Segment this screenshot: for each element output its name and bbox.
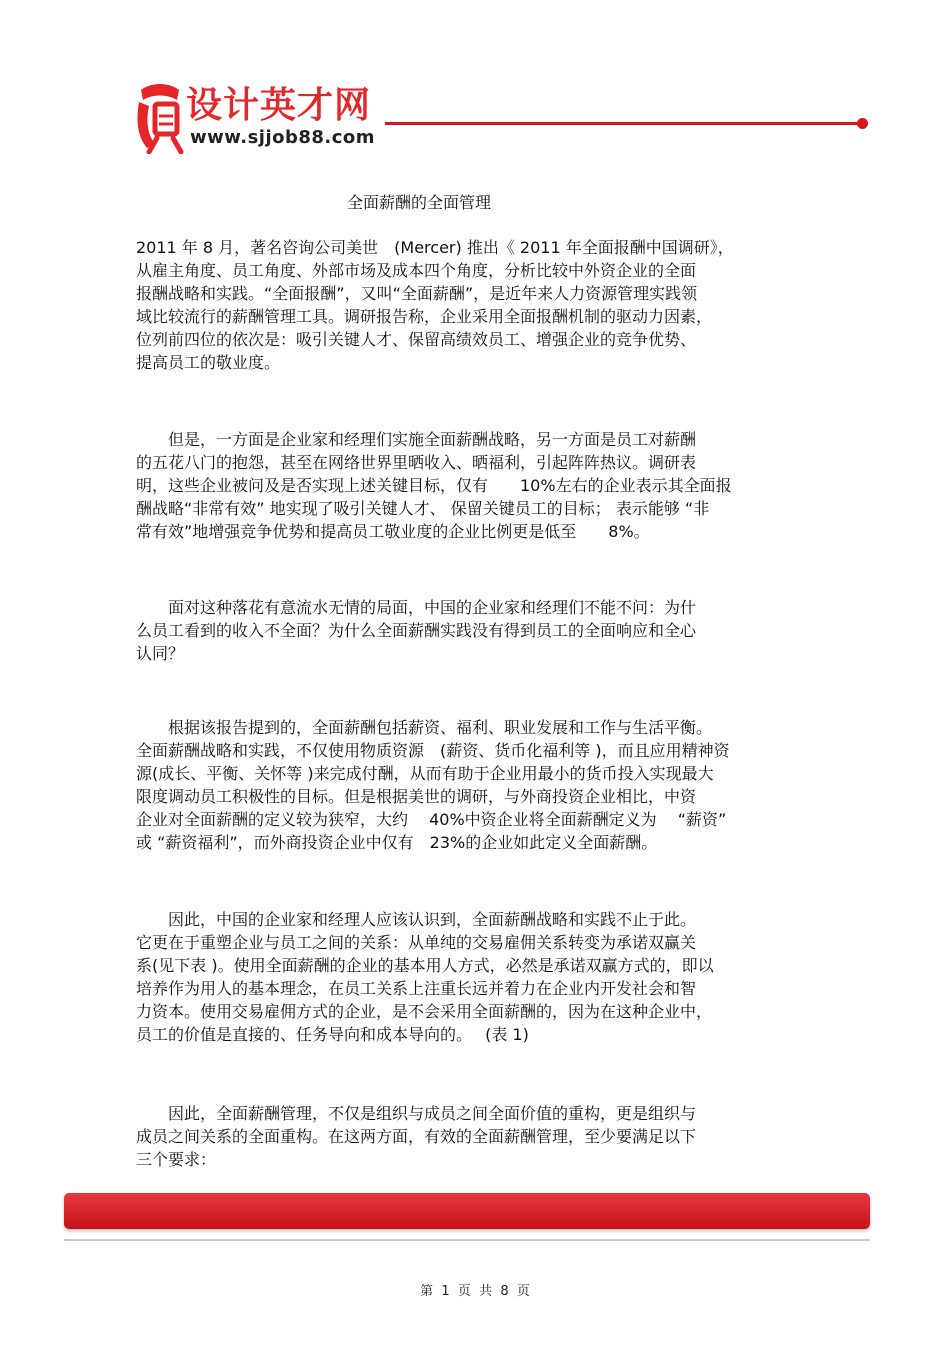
text-line: 的五花八门的抱怨，甚至在网络世界里晒收入、晒福利，引起阵阵热议。调研表 [136,453,697,472]
text-line: 源(成长、平衡、关怀等 )来完成付酬，从而有助于企业用最小的货币投入实现最大 [136,764,714,783]
text-line: 位列前四位的依次是：吸引关键人才、保留高绩效员工、增强企业的竞争优势、 [136,330,697,349]
text-line: 企业对全面薪酬的定义较为狭窄，大约 40%中资企业将全面薪酬定义为 “薪资” [136,810,727,829]
text-line: 力资本。使用交易雇佣方式的企业，是不会采用全面薪酬的，因为在这种企业中， [136,1002,713,1021]
brand-name [186,86,371,126]
text-line: 但是，一方面是企业家和经理们实施全面薪酬战略，另一方面是员工对薪酬 [136,430,697,449]
header-divider-dot [857,118,868,129]
paragraph-4 [136,716,816,854]
text-line: 域比较流行的薪酬管理工具。调研报告称，企业采用全面报酬机制的驱动力因素， [136,307,713,326]
text-line: 么员工看到的收入不全面？为什么全面薪酬实践没有得到员工的全面响应和全心 [136,621,697,640]
text-line: 三个要求： [136,1150,217,1169]
text-line: 成员之间关系的全面重构。在这两方面，有效的全面薪酬管理，至少要满足以下 [136,1127,697,1146]
text-line: 常有效”地增强竞争优势和提高员工敬业度的企业比例更是低至 8%。 [136,522,650,541]
text-line: 认同？ [136,644,185,663]
brand-main: 设计 [186,85,261,126]
brand-accent: 英才网 [260,85,372,126]
text-line: 它更在于重塑企业与员工之间的关系：从单纯的交易雇佣关系转变为承诺双赢关 [136,933,697,952]
text-line: 系(见下表 )。使用全面薪酬的企业的基本用人方式，必然是承诺双赢方式的，即以 [136,956,714,975]
text-line: 或 “薪资福利”，而外商投资企业中仅有 23%的企业如此定义全面薪酬。 [136,833,658,852]
paragraph-1 [136,236,816,374]
text-line: 报酬战略和实践。“全面报酬”，又叫“全面薪酬”，是近年来人力资源管理实践领 [136,284,698,303]
text-line: 提高员工的敬业度。 [136,353,281,372]
logo-icon [133,80,185,154]
text-line: 根据该报告提到的，全面薪酬包括薪资、福利、职业发展和工作与生活平衡。 [136,718,713,737]
text-line: 培养作为用人的基本理念，在员工关系上注重长远并着力在企业内开发社会和智 [136,979,697,998]
text-line: 酬战略“非常有效” 地实现了吸引关键人才、 保留关键员工的目标； 表示能够 “非 [136,499,710,518]
paragraph-6 [136,1102,816,1171]
text-line: 面对这种落花有意流水无情的局面，中国的企业家和经理们不能不问：为什 [136,598,697,617]
document-title: 全面薪酬的全面管理 [347,193,492,212]
site-url[interactable]: www.sjjob88.com [190,127,376,148]
header [0,0,950,170]
paragraph-5 [136,908,816,1046]
text-line: 限度调动员工积极性的目标。但是根据美世的调研，与外商投资企业相比，中资 [136,787,697,806]
text-line: 因此，全面薪酬管理，不仅是组织与成员之间全面价值的重构，更是组织与 [136,1104,697,1123]
text-line: 从雇主角度、员工角度、外部市场及成本四个角度，分析比较中外资企业的全面 [136,261,697,280]
text-line: 员工的价值是直接的、任务导向和成本导向的。 (表 1) [136,1025,529,1044]
footer-divider [64,1239,870,1241]
footer-banner [64,1193,870,1229]
header-divider [385,122,863,125]
text-line: 因此，中国的企业家和经理人应该认识到，全面薪酬战略和实践不止于此。 [136,910,697,929]
page-number: 第 1 页 共 8 页 [420,1284,530,1299]
paragraph-2 [136,428,816,543]
text-line: 明，这些企业被问及是否实现上述关键目标，仅有 10%左右的企业表示其全面报 [136,476,732,495]
text-line: 2011 年 8 月，著名咨询公司美世 (Mercer) 推出《 2011 年全面报酬中国调研》， [136,238,734,257]
paragraph-3 [136,596,816,665]
text-line: 全面薪酬战略和实践，不仅使用物质资源 (薪资、货币化福利等 )，而且应用精神资 [136,741,730,760]
